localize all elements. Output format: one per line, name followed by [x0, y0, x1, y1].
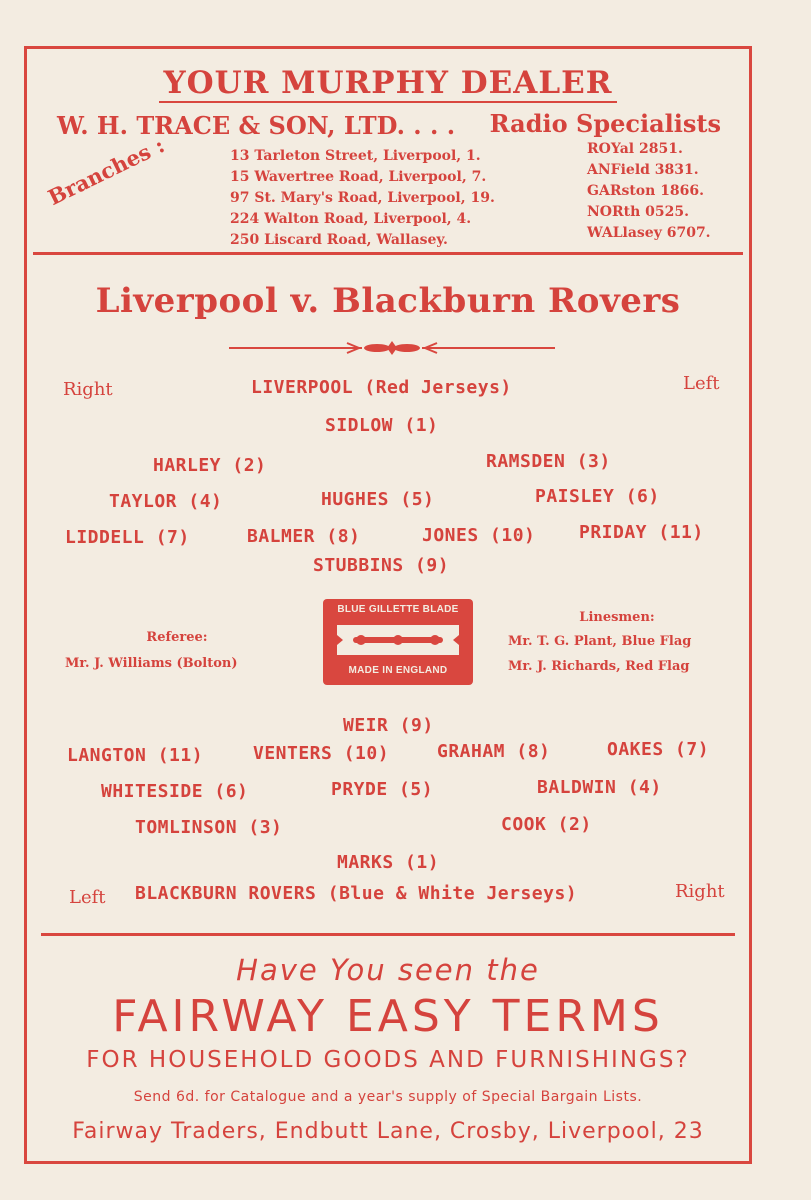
dealer-specialty: Radio Specialists — [489, 109, 721, 138]
gillette-blade-ad — [323, 599, 473, 685]
away-player-outside-left: LANGTON (11) — [67, 745, 204, 766]
away-player-goalkeeper: MARKS (1) — [337, 852, 440, 873]
player-centre-half: HUGHES (5) — [321, 489, 435, 510]
away-player-inside-right: GRAHAM (8) — [437, 741, 551, 762]
player-left-half: PAISLEY (6) — [535, 486, 660, 507]
branch-address: 97 St. Mary's Road, Liverpool, 19. — [230, 190, 495, 206]
fairway-intro: Have You seen the — [236, 953, 540, 987]
referee-label: Referee: — [146, 630, 208, 645]
programme-page-frame — [24, 46, 752, 1164]
fairway-address: Fairway Traders, Endbutt Lane, Crosby, Liverpool, 23 — [72, 1119, 704, 1144]
fairway-subheadline: FOR HOUSEHOLD GOODS AND FURNISHINGS? — [86, 1047, 690, 1073]
blade-ad-top-text: BLUE GILLETTE BLADE — [337, 604, 459, 615]
away-player-right-half: BALDWIN (4) — [537, 777, 662, 798]
branch-address: 250 Liscard Road, Wallasey. — [230, 232, 448, 248]
away-player-right-back: COOK (2) — [501, 814, 592, 835]
branch-address: 15 Wavertree Road, Liverpool, 7. — [230, 169, 487, 185]
linesman-two: Mr. J. Richards, Red Flag — [508, 659, 690, 674]
player-outside-left: PRIDAY (11) — [579, 522, 704, 543]
linesman-one: Mr. T. G. Plant, Blue Flag — [508, 634, 692, 649]
branch-phone: ROYal 2851. — [587, 141, 683, 157]
branch-address: 224 Walton Road, Liverpool, 4. — [230, 211, 472, 227]
away-left-label: Left — [69, 887, 106, 908]
fairway-catalogue-offer: Send 6d. for Catalogue and a year's supply of Special Bargain Lists. — [133, 1089, 643, 1105]
branch-phone: ANField 3831. — [587, 162, 699, 178]
home-team-name: LIVERPOOL (Red Jerseys) — [251, 377, 512, 398]
player-right-back: HARLEY (2) — [153, 455, 267, 476]
home-left-label: Left — [683, 373, 720, 394]
away-player-outside-right: OAKES (7) — [607, 739, 710, 760]
player-inside-right: BALMER (8) — [247, 526, 361, 547]
away-team-name: BLACKBURN ROVERS (Blue & White Jerseys) — [135, 883, 578, 904]
blade-ad-bottom-text: MADE IN ENGLAND — [348, 665, 448, 676]
referee-name: Mr. J. Williams (Bolton) — [65, 656, 238, 671]
branch-addresses — [230, 146, 495, 251]
away-player-inside-left: VENTERS (10) — [253, 743, 390, 764]
away-player-left-back: TOMLINSON (3) — [135, 817, 283, 838]
divider — [41, 933, 735, 936]
fairway-headline: FAIRWAY EASY TERMS — [112, 991, 664, 1042]
branch-phone: NORth 0525. — [587, 204, 689, 220]
match-title: Liverpool v. Blackburn Rovers — [95, 281, 681, 321]
away-player-centre-forward: WEIR (9) — [343, 715, 434, 736]
player-goalkeeper: SIDLOW (1) — [325, 415, 439, 436]
away-right-label: Right — [675, 881, 725, 902]
player-centre-forward: STUBBINS (9) — [313, 555, 450, 576]
away-player-centre-half: PRYDE (5) — [331, 779, 434, 800]
branches-label: Branches : — [44, 132, 169, 210]
branch-phones — [587, 139, 711, 244]
player-inside-left: JONES (10) — [422, 525, 536, 546]
linesmen-label: Linesmen: — [579, 610, 655, 625]
away-player-left-half: WHITESIDE (6) — [101, 781, 249, 802]
divider — [33, 252, 743, 255]
player-outside-right: LIDDELL (7) — [65, 527, 190, 548]
dealer-company: W. H. TRACE & SON, LTD. . . . — [57, 111, 456, 140]
razor-blade-icon — [331, 621, 465, 659]
player-right-half: TAYLOR (4) — [109, 491, 223, 512]
dealer-title: YOUR MURPHY DEALER — [27, 65, 749, 101]
player-left-back: RAMSDEN (3) — [486, 451, 611, 472]
flourish-ornament — [227, 341, 557, 355]
home-right-label: Right — [63, 379, 113, 400]
branch-phone: WALlasey 6707. — [587, 225, 711, 241]
branch-address: 13 Tarleton Street, Liverpool, 1. — [230, 148, 481, 164]
branch-phone: GARston 1866. — [587, 183, 705, 199]
